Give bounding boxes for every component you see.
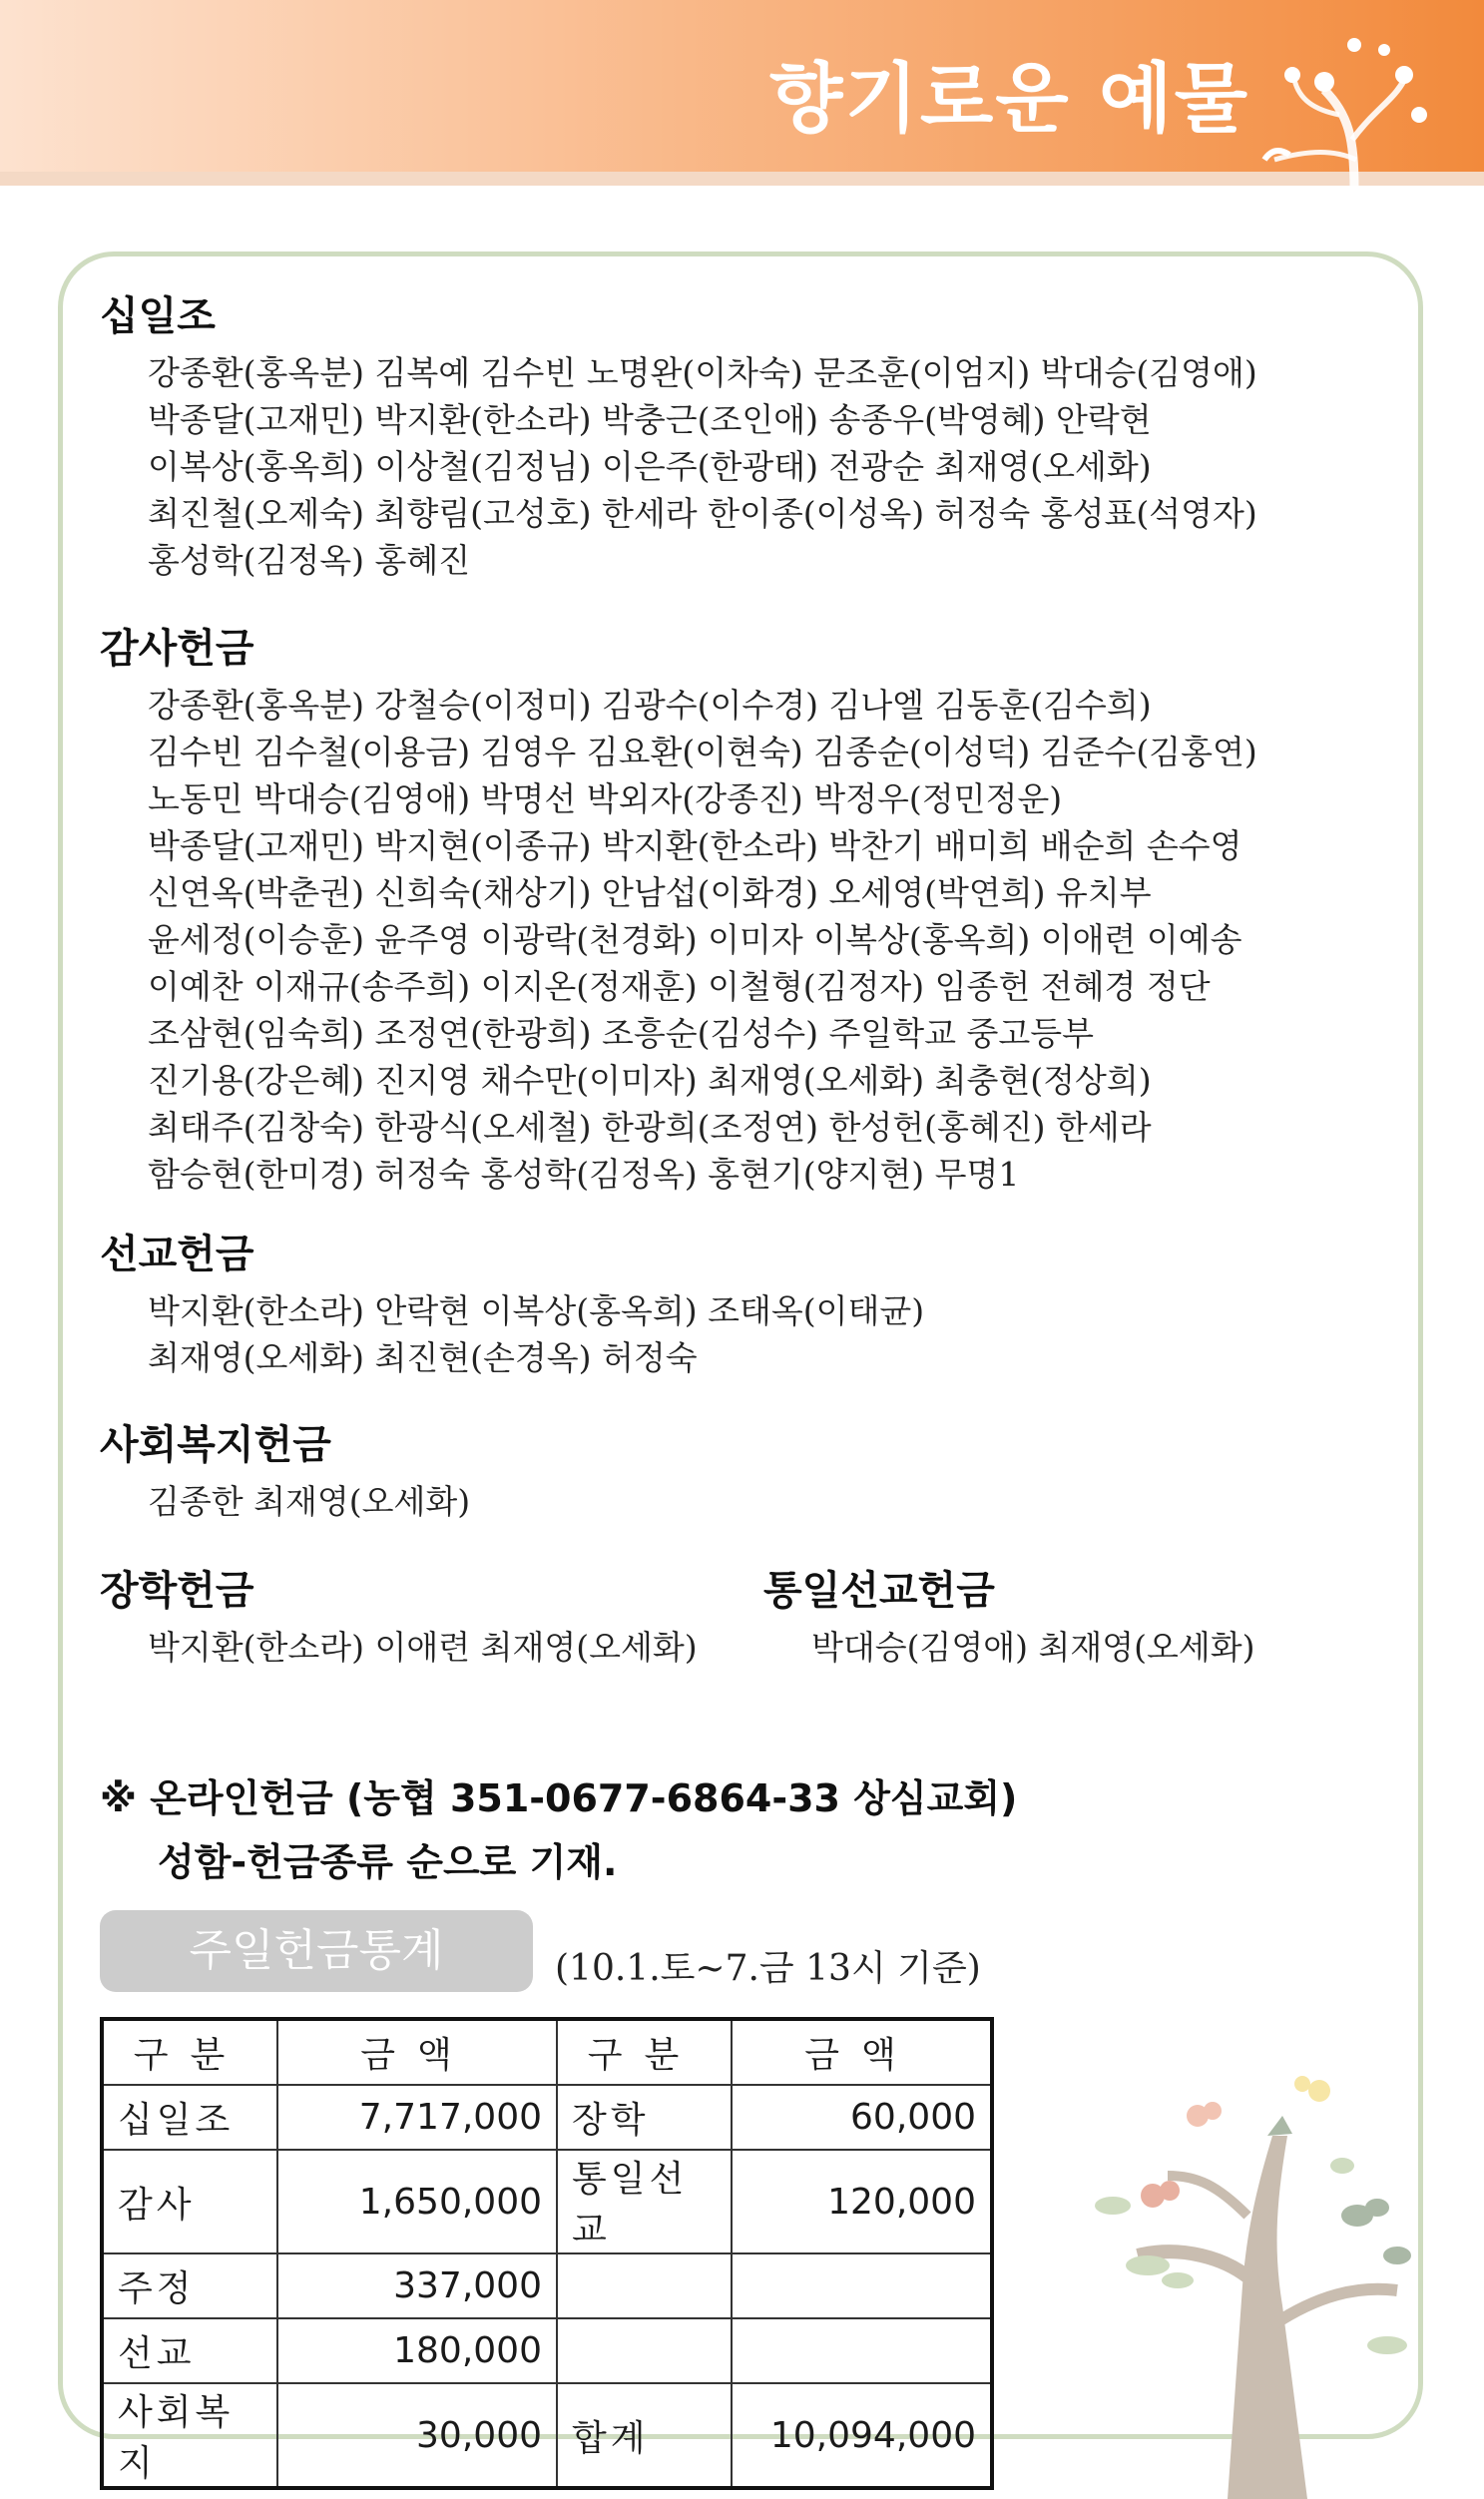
amount-cell: 180,000 xyxy=(277,2318,557,2383)
stats-badge: 주일헌금통계 xyxy=(100,1910,533,1992)
name-line: 최재영(오세화) 최진현(손경옥) 허정숙 xyxy=(148,1338,698,1377)
section-title: 선교헌금 xyxy=(100,1232,254,1277)
name-line: 박종달(고재민) 박지환(한소라) 박충근(조인애) 송종우(박영혜) 안락현 xyxy=(148,400,1152,439)
tree-illustration-icon xyxy=(1058,2026,1477,2499)
online-offering-note xyxy=(100,1766,1017,1894)
column-header: 금액 xyxy=(277,2019,557,2085)
name-list xyxy=(811,1624,1255,1671)
thanks-section xyxy=(100,617,1257,1198)
welfare-section xyxy=(100,1413,470,1525)
table-row xyxy=(102,2085,992,2150)
page-header xyxy=(0,0,1484,185)
name-line: 윤세정(이승훈) 윤주영 이광락(천경화) 이미자 이복상(홍옥희) 이애련 이예송 xyxy=(148,920,1242,959)
name-line: 강종환(홍옥분) 강철승(이정미) 김광수(이수경) 김나엘 김동훈(김수희) xyxy=(148,686,1152,725)
column-header: 금액 xyxy=(732,2019,992,2085)
name-line: 이예찬 이재규(송주희) 이지온(정재훈) 이철형(김정자) 임종헌 전혜경 정단 xyxy=(148,967,1211,1006)
name-line: 박지환(한소라) 안락현 이복상(홍옥희) 조태옥(이태균) xyxy=(148,1291,925,1330)
name-line: 최태주(김창숙) 한광식(오세철) 한광희(조정연) 한성헌(홍혜진) 한세라 xyxy=(148,1108,1152,1147)
name-line: 홍성학(김정옥) 홍혜진 xyxy=(148,541,471,580)
name-line: 진기용(강은혜) 진지영 채수만(이미자) 최재영(오세화) 최충현(정상희) xyxy=(148,1061,1152,1100)
category-cell: 통일선교 xyxy=(557,2150,732,2253)
category-cell: 합계 xyxy=(557,2383,732,2488)
table-row xyxy=(102,2253,992,2318)
name-line: 노동민 박대승(김영애) 박명선 박외자(강종진) 박정우(정민정운) xyxy=(148,779,1063,818)
offering-stats-table xyxy=(100,2017,994,2490)
section-title: 장학헌금 xyxy=(100,1568,254,1614)
category-cell xyxy=(557,2318,732,2383)
amount-cell: 10,094,000 xyxy=(732,2383,992,2488)
category-cell: 감사 xyxy=(102,2150,277,2253)
online-instruction-line: 성함-헌금종류 순으로 기재. xyxy=(158,1840,618,1884)
name-list xyxy=(148,1287,924,1381)
page-title: 향기로운 예물 xyxy=(769,54,1249,143)
name-line: 김종한 최재영(오세화) xyxy=(148,1482,471,1521)
table-row xyxy=(102,2150,992,2253)
scholarship-section xyxy=(100,1559,698,1671)
category-cell: 선교 xyxy=(102,2318,277,2383)
name-line: 김수빈 김수철(이용금) 김영우 김요환(이현숙) 김종순(이성덕) 김준수(김홍연) xyxy=(148,733,1257,771)
tree-decoration-icon xyxy=(1205,20,1444,190)
name-line: 함승현(한미경) 허정숙 홍성학(김정옥) 홍현기(양지현) 무명1 xyxy=(148,1155,1020,1194)
amount-cell: 30,000 xyxy=(277,2383,557,2488)
section-title: 십일조 xyxy=(100,293,216,339)
category-cell: 주정 xyxy=(102,2253,277,2318)
name-line: 신연옥(박춘권) 신희숙(채상기) 안남섭(이화경) 오세영(박연희) 유치부 xyxy=(148,873,1152,912)
name-line: 박지환(한소라) 이애련 최재영(오세화) xyxy=(148,1628,698,1667)
stats-period-note: (10.1.토~7.금 13시 기준) xyxy=(555,1948,981,1989)
online-account-line: ※ 온라인헌금 (농협 351-0677-6864-33 상심교회) xyxy=(100,1776,1018,1820)
name-line: 조삼현(임숙희) 조정연(한광희) 조흥순(김성수) 주일학교 중고등부 xyxy=(148,1014,1095,1053)
name-list xyxy=(148,1624,698,1671)
column-header: 구분 xyxy=(557,2019,732,2085)
category-cell: 십일조 xyxy=(102,2085,277,2150)
column-header: 구분 xyxy=(102,2019,277,2085)
amount-cell: 7,717,000 xyxy=(277,2085,557,2150)
name-list xyxy=(148,349,1257,584)
name-list xyxy=(148,1478,470,1525)
amount-cell xyxy=(732,2253,992,2318)
name-line: 강종환(홍옥분) 김복예 김수빈 노명완(이차숙) 문조훈(이엄지) 박대승(김영애) xyxy=(148,353,1257,392)
amount-cell xyxy=(732,2318,992,2383)
table-row xyxy=(102,2383,992,2488)
name-list xyxy=(148,682,1257,1198)
amount-cell: 337,000 xyxy=(277,2253,557,2318)
table-header-row xyxy=(102,2019,992,2085)
table-row xyxy=(102,2318,992,2383)
amount-cell: 60,000 xyxy=(732,2085,992,2150)
tithe-section xyxy=(100,284,1257,584)
category-cell: 사회복지 xyxy=(102,2383,277,2488)
section-title: 감사헌금 xyxy=(100,626,254,672)
amount-cell: 120,000 xyxy=(732,2150,992,2253)
mission-section xyxy=(100,1223,924,1381)
category-cell: 장학 xyxy=(557,2085,732,2150)
name-line: 이복상(홍옥희) 이상철(김정님) 이은주(한광태) 전광순 최재영(오세화) xyxy=(148,447,1152,486)
name-line: 박대승(김영애) 최재영(오세화) xyxy=(811,1628,1255,1667)
amount-cell: 1,650,000 xyxy=(277,2150,557,2253)
category-cell xyxy=(557,2253,732,2318)
section-title: 사회복지헌금 xyxy=(100,1422,331,1468)
name-line: 박종달(고재민) 박지현(이종규) 박지환(한소라) 박찬기 배미희 배순희 손수영 xyxy=(148,826,1242,865)
name-line: 최진철(오제숙) 최향림(고성호) 한세라 한이종(이성옥) 허정숙 홍성표(석영자) xyxy=(148,494,1257,533)
section-title: 통일선교헌금 xyxy=(763,1568,995,1614)
unification-section xyxy=(763,1559,1255,1671)
